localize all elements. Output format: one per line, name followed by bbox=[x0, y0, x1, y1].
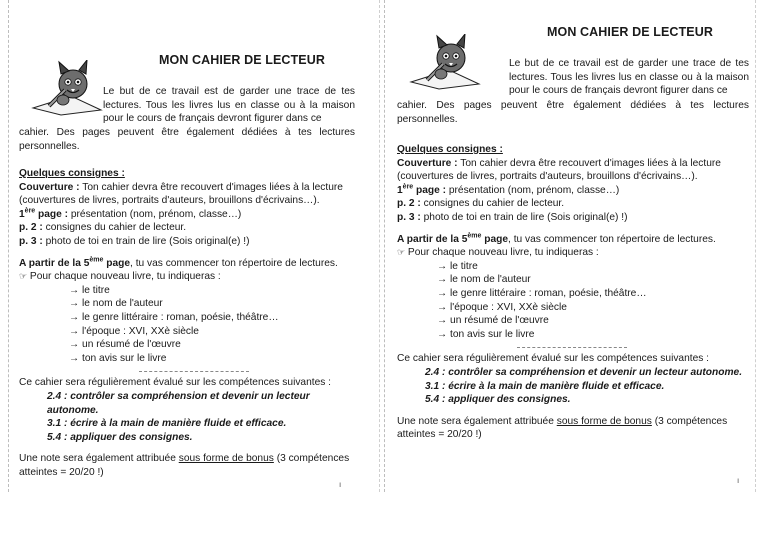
list-item: → ton avis sur le livre bbox=[437, 328, 535, 340]
instructions-heading: Quelques consignes : bbox=[397, 144, 503, 155]
instructions-section bbox=[397, 143, 749, 442]
list-item: → le titre bbox=[437, 260, 478, 272]
list-item: → un résumé de l'œuvre bbox=[437, 315, 549, 327]
list-item: → ton avis sur le livre bbox=[69, 352, 167, 364]
list-item: → le nom de l'auteur bbox=[69, 298, 163, 310]
pointing-hand-icon: ☞ bbox=[397, 247, 406, 258]
skill-item: 5.4 : appliquer des consignes. bbox=[47, 431, 193, 443]
skills-intro: Ce cahier sera régulièrement évalué sur les compétences suivantes : bbox=[397, 353, 710, 365]
each-book-line: ☞ Pour chaque nouveau livre, tu indiqueras : bbox=[19, 271, 221, 283]
right-page: MON CAHIER DE LECTEUR Le but de ce travail est de garder une trace de tes lectures. Tous les livres lus en classe ou à la maison pour le cours de français devront figurer dans ce cahier. Des pages peuvent être également dédiées à tes lectures personnelles. Quelques consignes : Couverture : Ton cahier devra être recouvert d'images liées à la lecture (couvertures de livres, portraits d'auteurs, brouillons d'écrivains…). 1ère page : présentation (nom, prénom, classe…) p. 2 : consignes du cahier de lecteur. p. 3 : photo de toi en train de lire (Sois original(e) !) A partir de la 5ème page, tu vas commencer ton répertoire de lectures. ☞ Pour chaque nouveau livre, tu indiqueras : → le titre → le nom de l'auteur → le genre littéraire : roman, poésie, théâtre… → l'époque : XVI, XXè siècle → un résumé de l'œuvre → ton avis sur le livre Ce cahier sera régulièrement évalué sur les compétences suivantes : 2.4 : contrôler sa compréhension et devenir un lecteur autonome. 3.1 : écrire à la main de manière fluide et efficace. 5.4 : appliquer des consignes. Une note sera également attribuée sous forme de bonus (3 compétences atteintes = 20/20 !) ı bbox=[384, 0, 756, 492]
arrow-icon: → bbox=[437, 287, 448, 299]
list-item: → l'époque : XVI, XXè siècle bbox=[69, 325, 199, 337]
wolf-reading-icon bbox=[31, 60, 103, 116]
arrow-icon: → bbox=[437, 274, 448, 286]
arrow-icon: → bbox=[437, 315, 448, 327]
bonus-line: Une note sera également attribuée sous forme de bonus (3 compétences atteintes = 20/20 !) bbox=[19, 453, 350, 478]
page-title: MON CAHIER DE LECTEUR bbox=[159, 53, 325, 67]
instructions-heading: Quelques consignes : bbox=[19, 168, 125, 179]
arrow-icon: → bbox=[69, 339, 80, 351]
page-title: MON CAHIER DE LECTEUR bbox=[547, 25, 713, 39]
each-book-line: ☞ Pour chaque nouveau livre, tu indiqueras : bbox=[397, 247, 599, 259]
list-item: → le genre littéraire : roman, poésie, théâtre… bbox=[437, 287, 647, 299]
arrow-icon: → bbox=[69, 298, 80, 310]
list-item: → le titre bbox=[69, 284, 110, 296]
directory-line: A partir de la 5ème page, tu vas commencer ton répertoire de lectures. bbox=[19, 256, 338, 269]
arrow-icon: → bbox=[69, 325, 80, 337]
wolf-reading-icon bbox=[409, 34, 481, 90]
list-item: → un résumé de l'œuvre bbox=[69, 339, 181, 351]
skill-item: 2.4 : contrôler sa compréhension et devenir un lecteur autonome. bbox=[47, 390, 310, 416]
page1-line: 1ère page : présentation (nom, prénom, classe…) bbox=[19, 207, 242, 220]
intro-text-continued: cahier. Des pages peuvent être également dédiées à tes lectures personnelles. bbox=[19, 127, 355, 152]
list-item: → l'époque : XVI, XXè siècle bbox=[437, 301, 567, 313]
intro-text-continued: cahier. Des pages peuvent être également dédiées à tes lectures personnelles. bbox=[397, 100, 749, 125]
page1-line: 1ère page : présentation (nom, prénom, classe…) bbox=[397, 183, 620, 196]
instructions-section bbox=[19, 167, 364, 479]
skill-item: 3.1 : écrire à la main de manière fluide et efficace. bbox=[425, 380, 665, 392]
intro-text: Le but de ce travail est de garder une trace de tes lectures. Tous les livres lus en classe ou à la maison pour le cours de français devront figurer dans ce bbox=[103, 86, 355, 125]
page3-line: p. 3 : photo de toi en train de lire (Sois original(e) !) bbox=[19, 235, 250, 247]
pointing-hand-icon: ☞ bbox=[19, 271, 28, 282]
list-item: → le nom de l'auteur bbox=[437, 274, 531, 286]
cover-line: Couverture : Ton cahier devra être recouvert d'images liées à la lecture (couvertures de livres, portraits d'auteurs, brouillons d'écrivains…). bbox=[19, 181, 343, 207]
arrow-icon: → bbox=[437, 260, 448, 272]
arrow-icon: → bbox=[437, 301, 448, 313]
arrow-icon: → bbox=[69, 284, 80, 296]
divider bbox=[139, 371, 249, 372]
page2-line: p. 2 : consignes du cahier de lecteur. bbox=[19, 222, 187, 234]
arrow-icon: → bbox=[69, 311, 80, 323]
page2-line: p. 2 : consignes du cahier de lecteur. bbox=[397, 198, 565, 210]
bonus-line: Une note sera également attribuée sous forme de bonus (3 compétences atteintes = 20/20 !) bbox=[397, 415, 728, 441]
skill-item: 3.1 : écrire à la main de manière fluide et efficace. bbox=[47, 418, 287, 430]
skill-item: 2.4 : contrôler sa compréhension et devenir un lecteur autonome. bbox=[425, 366, 743, 378]
arrow-icon: → bbox=[437, 328, 448, 340]
directory-line: A partir de la 5ème page, tu vas commencer ton répertoire de lectures. bbox=[397, 232, 716, 245]
left-page: MON CAHIER DE LECTEUR Le but de ce travail est de garder une trace de tes lectures. Tous les livres lus en classe ou à la maison pour le cours de français devront figurer dans ce cahier. Des pages peuvent être également dédiées à tes lectures personnelles. Quelques consignes : Couverture : Ton cahier devra être recouvert d'images liées à la lecture (couvertures de livres, portraits d'auteurs, brouillons d'écrivains…). 1ère page : présentation (nom, prénom, classe…) p. 2 : consignes du cahier de lecteur. p. 3 : photo de toi en train de lire (Sois original(e) !) A partir de la 5ème page, tu vas commencer ton répertoire de lectures. ☞ Pour chaque nouveau livre, tu indiqueras : → le titre → le nom de l'auteur → le genre littéraire : roman, poésie, théâtre… → l'époque : XVI, XXè siècle → un résumé de l'œuvre → ton avis sur le livre Ce cahier sera régulièrement évalué sur les compétences suivantes : 2.4 : contrôler sa compréhension et devenir un lecteur autonome. 3.1 : écrire à la main de manière fluide et efficace. 5.4 : appliquer des consignes. Une note sera également attribuée sous forme de bonus (3 compétences atteintes = 20/20 !) ı bbox=[8, 0, 380, 492]
skills-intro: Ce cahier sera régulièrement évalué sur les compétences suivantes : bbox=[19, 377, 332, 389]
divider bbox=[517, 347, 627, 348]
page3-line: p. 3 : photo de toi en train de lire (Sois original(e) !) bbox=[397, 211, 628, 223]
skill-item: 5.4 : appliquer des consignes. bbox=[425, 394, 571, 406]
intro-text: Le but de ce travail est de garder une trace de tes lectures. Tous les livres lus en classe ou à la maison pour le cours de français devront figurer dans ce bbox=[509, 58, 749, 97]
cover-line: Couverture : Ton cahier devra être recouvert d'images liées à la lecture (couvertures de livres, portraits d'auteurs, brouillons d'écrivains…). bbox=[397, 157, 721, 183]
arrow-icon: → bbox=[69, 352, 80, 364]
list-item: → le genre littéraire : roman, poésie, théâtre… bbox=[69, 311, 279, 323]
